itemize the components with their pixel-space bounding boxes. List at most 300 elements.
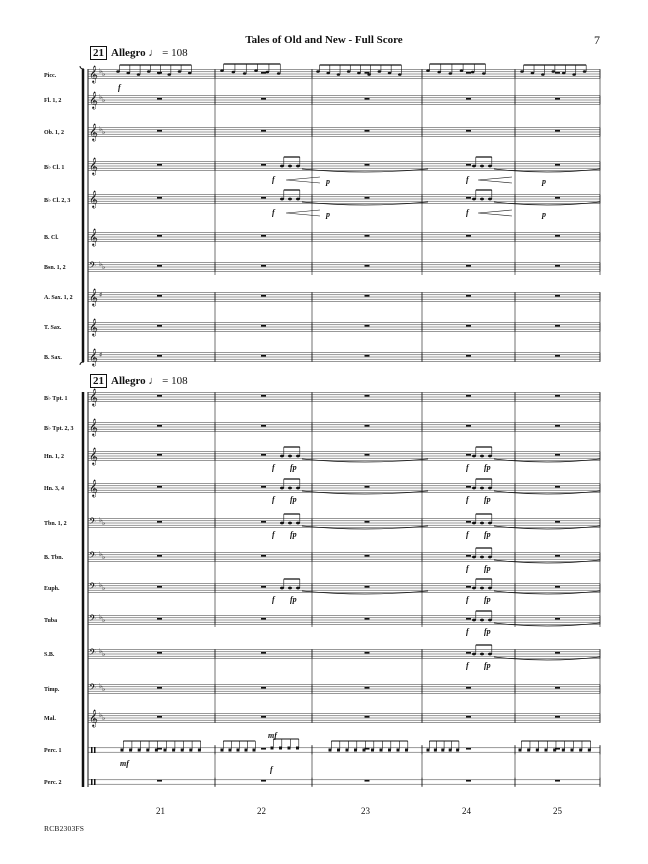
label-percussion-1: Perc. 1 xyxy=(44,748,62,754)
whole-rest xyxy=(555,521,560,523)
piccolo-note xyxy=(277,72,281,75)
flat-icon: ♭ xyxy=(99,613,103,621)
dynamic-marking: fp xyxy=(484,661,491,670)
piccolo-note xyxy=(157,72,161,75)
flat-icon: ♭ xyxy=(102,714,106,722)
percussion-clef xyxy=(91,779,93,785)
piccolo-note xyxy=(243,72,247,75)
whole-rest xyxy=(157,295,162,297)
label-clarinet-1: B♭ Cl. 1 xyxy=(44,165,65,171)
treble-clef-icon: 𝄞 xyxy=(89,348,98,366)
whole-rest xyxy=(466,235,471,237)
whole-rest xyxy=(466,130,471,132)
bass-clef-icon: 𝄢 xyxy=(89,647,97,660)
whole-rest xyxy=(365,555,370,557)
dynamic-marking: fp xyxy=(484,463,491,472)
page-number: 7 xyxy=(594,33,600,47)
whole-rest xyxy=(261,425,266,427)
brass-hit xyxy=(472,522,476,525)
whole-rest xyxy=(555,325,560,327)
whole-rest xyxy=(365,98,370,100)
label-bass-clarinet: B. Cl. xyxy=(44,235,59,241)
decrescendo-hairpin xyxy=(478,177,512,183)
dynamic-marking: fp xyxy=(484,530,491,539)
brass-hit xyxy=(480,653,484,656)
whole-rest xyxy=(466,265,471,267)
whole-rest xyxy=(261,72,266,74)
piccolo-note xyxy=(220,69,224,72)
percussion-clef xyxy=(94,747,96,753)
whole-rest xyxy=(157,555,162,557)
whole-rest xyxy=(157,130,162,132)
whole-rest xyxy=(365,130,370,132)
clarinet-hit xyxy=(280,198,284,201)
whole-rest xyxy=(365,235,370,237)
brass-hit xyxy=(288,587,292,590)
dynamic-marking: fp xyxy=(484,627,491,636)
brass-hit xyxy=(280,522,284,525)
dynamic-marking: fp xyxy=(290,530,297,539)
dynamic-marking: p xyxy=(326,177,330,186)
brass-hit xyxy=(280,587,284,590)
label-tuba: Tuba xyxy=(44,618,58,624)
whole-rest xyxy=(261,130,266,132)
label-horn-34: Hn. 3, 4 xyxy=(44,486,65,492)
whole-rest xyxy=(555,395,560,397)
piccolo-note xyxy=(449,72,453,75)
dynamic-marking: p xyxy=(326,210,330,219)
whole-rest xyxy=(157,425,162,427)
whole-rest xyxy=(261,235,266,237)
whole-rest xyxy=(466,98,471,100)
brass-hit xyxy=(472,619,476,622)
whole-rest xyxy=(555,98,560,100)
label-bassoon: Bsn. 1, 2 xyxy=(44,265,66,271)
whole-rest xyxy=(466,425,471,427)
dynamic-f-perc: f xyxy=(270,765,273,774)
piccolo-note xyxy=(541,73,545,76)
flat-icon: ♭ xyxy=(102,519,106,527)
bass-clef-icon: 𝄢 xyxy=(89,550,97,563)
treble-clef-icon: 𝄞 xyxy=(89,123,98,141)
brass-hit xyxy=(480,587,484,590)
dynamic-marking: f xyxy=(272,463,275,472)
whole-rest xyxy=(157,98,162,100)
whole-rest xyxy=(261,295,266,297)
label-trombone: Tbn. 1, 2 xyxy=(44,521,67,527)
whole-rest xyxy=(466,618,471,620)
whole-rest xyxy=(261,555,266,557)
clarinet-hit xyxy=(280,165,284,168)
whole-rest xyxy=(261,652,266,654)
whole-rest xyxy=(157,687,162,689)
clarinet-hit xyxy=(288,198,292,201)
whole-rest xyxy=(466,687,471,689)
piccolo-note xyxy=(116,70,120,73)
piccolo-note xyxy=(562,72,566,75)
whole-rest xyxy=(555,652,560,654)
whole-rest xyxy=(466,164,471,166)
whole-rest xyxy=(157,164,162,166)
piccolo-note xyxy=(137,73,141,76)
whole-rest xyxy=(365,486,370,488)
brass-hit xyxy=(472,487,476,490)
dynamic-marking: fp xyxy=(290,595,297,604)
whole-rest xyxy=(157,454,162,456)
whole-rest xyxy=(365,780,370,782)
whole-rest xyxy=(157,325,162,327)
piccolo-note xyxy=(147,70,151,73)
label-trumpet-1: B♭ Tpt. 1 xyxy=(44,396,68,402)
treble-clef-icon: 𝄞 xyxy=(89,157,98,175)
whole-rest xyxy=(157,197,162,199)
piccolo-note xyxy=(357,72,361,75)
treble-clef-icon: 𝄞 xyxy=(89,228,98,246)
whole-rest xyxy=(365,395,370,397)
clarinet-hit xyxy=(296,198,300,201)
sharp-icon: ♯ xyxy=(99,291,103,299)
whole-rest xyxy=(261,325,266,327)
label-bass-trombone: B. Tbn. xyxy=(44,555,64,561)
piccolo-note xyxy=(471,71,475,74)
measure-number-24: 24 xyxy=(462,806,471,816)
piccolo-note xyxy=(520,70,524,73)
flat-icon: ♭ xyxy=(99,516,103,524)
whole-rest xyxy=(466,454,471,456)
whole-rest xyxy=(261,780,266,782)
piccolo-note xyxy=(482,72,486,75)
brass-hit xyxy=(296,487,300,490)
piccolo-note xyxy=(398,73,402,76)
whole-rest xyxy=(157,355,162,357)
dynamic-marking: f xyxy=(272,495,275,504)
clarinet-hit xyxy=(488,198,492,201)
piccolo-note xyxy=(531,72,535,75)
whole-rest xyxy=(365,454,370,456)
label-clarinet-23: B♭ Cl. 2, 3 xyxy=(44,198,71,204)
clarinet-hit xyxy=(288,165,292,168)
whole-rest xyxy=(466,521,471,523)
whole-rest xyxy=(365,325,370,327)
whole-rest xyxy=(261,687,266,689)
whole-rest xyxy=(555,164,560,166)
treble-clef-icon: 𝄞 xyxy=(89,479,98,497)
whole-rest xyxy=(466,197,471,199)
whole-rest xyxy=(157,586,162,588)
piccolo-note xyxy=(551,70,555,73)
flat-icon: ♭ xyxy=(102,685,106,693)
sharp-icon: ♯ xyxy=(99,351,103,359)
brass-hit xyxy=(480,556,484,559)
piccolo-note xyxy=(178,70,182,73)
whole-rest xyxy=(555,555,560,557)
flat-icon: ♭ xyxy=(99,682,103,690)
label-bari-sax: B. Sax. xyxy=(44,355,62,361)
whole-rest xyxy=(555,425,560,427)
brass-hit xyxy=(288,487,292,490)
whole-rest xyxy=(555,197,560,199)
dynamic-marking: fp xyxy=(484,495,491,504)
whole-rest xyxy=(466,555,471,557)
flat-icon: ♭ xyxy=(102,70,106,78)
dynamic-marking: f xyxy=(466,627,469,636)
whole-rest xyxy=(555,486,560,488)
piccolo-note xyxy=(572,73,576,76)
piccolo-note xyxy=(337,73,341,76)
piccolo-note xyxy=(437,71,441,74)
brass-hit xyxy=(288,455,292,458)
brass-hit xyxy=(480,455,484,458)
piccolo-note xyxy=(167,73,171,76)
clarinet-hit xyxy=(472,198,476,201)
flat-icon: ♭ xyxy=(99,647,103,655)
flat-icon: ♭ xyxy=(102,96,106,104)
whole-rest xyxy=(261,486,266,488)
label-tenor-sax: T. Sax. xyxy=(44,325,62,331)
brass-hit xyxy=(488,556,492,559)
dynamic-marking: fp xyxy=(484,595,491,604)
flat-icon: ♭ xyxy=(102,128,106,136)
flat-icon: ♭ xyxy=(99,125,103,133)
whole-rest xyxy=(157,780,162,782)
brass-hit xyxy=(488,487,492,490)
dynamic-marking: f xyxy=(272,595,275,604)
bass-clef-icon: 𝄢 xyxy=(89,516,97,529)
whole-rest xyxy=(261,618,266,620)
flat-icon: ♭ xyxy=(102,584,106,592)
whole-rest xyxy=(466,295,471,297)
catalog-number: RCB2303FS xyxy=(44,824,85,833)
dynamic-marking: f xyxy=(466,208,469,217)
brass-hit xyxy=(488,619,492,622)
label-timpani: Timp. xyxy=(44,687,60,693)
whole-rest xyxy=(466,780,471,782)
clarinet-hit xyxy=(480,165,484,168)
piccolo-note xyxy=(460,69,464,72)
whole-rest xyxy=(365,164,370,166)
whole-rest xyxy=(555,716,560,718)
whole-rest xyxy=(261,164,266,166)
whole-rest xyxy=(157,716,162,718)
score-title: Tales of Old and New - Full Score xyxy=(245,34,403,46)
label-piccolo: Picc. xyxy=(44,73,57,79)
whole-rest xyxy=(365,521,370,523)
brass-hit xyxy=(480,522,484,525)
piccolo-note xyxy=(388,72,392,75)
piccolo-note xyxy=(326,72,330,75)
whole-rest xyxy=(555,780,560,782)
label-horn-12: Hn. 1, 2 xyxy=(44,454,65,460)
brass-hit xyxy=(472,556,476,559)
whole-rest xyxy=(365,618,370,620)
label-percussion-2: Perc. 2 xyxy=(44,780,62,786)
whole-rest xyxy=(365,197,370,199)
clarinet-hit xyxy=(296,165,300,168)
brass-hit xyxy=(280,487,284,490)
whole-rest xyxy=(157,618,162,620)
treble-clef-icon: 𝄞 xyxy=(89,447,98,465)
piccolo-note xyxy=(316,70,320,73)
piccolo-note xyxy=(378,70,382,73)
dynamic-marking: fp xyxy=(290,495,297,504)
dynamic-marking: f xyxy=(466,564,469,573)
whole-rest xyxy=(261,265,266,267)
dynamic-marking: p xyxy=(542,177,546,186)
whole-rest xyxy=(555,265,560,267)
piccolo-note xyxy=(126,72,130,75)
whole-rest xyxy=(466,586,471,588)
whole-rest xyxy=(365,652,370,654)
brass-hit xyxy=(472,587,476,590)
whole-rest xyxy=(261,521,266,523)
piccolo-note xyxy=(254,69,258,72)
measure-number-22: 22 xyxy=(257,806,266,816)
brass-hit xyxy=(472,653,476,656)
brass-hit xyxy=(288,522,292,525)
dynamic-f-piccolo: f xyxy=(118,83,121,92)
dynamic-marking: fp xyxy=(484,564,491,573)
clarinet-hit xyxy=(472,165,476,168)
dynamic-marking: f xyxy=(466,463,469,472)
dynamic-marking: f xyxy=(272,208,275,217)
whole-rest xyxy=(555,235,560,237)
flat-icon: ♭ xyxy=(99,260,103,268)
piccolo-note xyxy=(232,71,236,74)
piccolo-note xyxy=(188,72,192,75)
clarinet-hit xyxy=(488,165,492,168)
brass-hit xyxy=(296,587,300,590)
whole-rest xyxy=(466,486,471,488)
label-euphonium: Euph. xyxy=(44,586,60,592)
whole-rest xyxy=(466,716,471,718)
whole-rest xyxy=(466,652,471,654)
rehearsal-mark-top: 21 Allegro ♩ = 108 xyxy=(90,46,188,60)
dynamic-marking: f xyxy=(466,661,469,670)
brass-hit xyxy=(488,522,492,525)
dynamic-marking: f xyxy=(466,530,469,539)
label-oboe: Ob. 1, 2 xyxy=(44,130,65,136)
whole-rest xyxy=(157,265,162,267)
whole-rest xyxy=(555,355,560,357)
dynamic-mf-perc: mf xyxy=(120,759,129,768)
whole-rest xyxy=(157,652,162,654)
percussion-clef xyxy=(94,779,96,785)
whole-rest xyxy=(555,586,560,588)
decrescendo-hairpin xyxy=(478,210,512,216)
whole-rest xyxy=(555,72,560,74)
whole-rest xyxy=(365,265,370,267)
brass-hit xyxy=(488,455,492,458)
label-mallets: Mal. xyxy=(44,716,56,722)
whole-rest xyxy=(261,355,266,357)
flat-icon: ♭ xyxy=(99,550,103,558)
whole-rest xyxy=(555,618,560,620)
whole-rest xyxy=(466,325,471,327)
piccolo-note xyxy=(266,71,270,74)
brass-hit xyxy=(280,455,284,458)
treble-clef-icon: 𝄞 xyxy=(89,65,98,83)
brass-hit xyxy=(296,455,300,458)
whole-rest xyxy=(365,586,370,588)
whole-rest xyxy=(261,395,266,397)
whole-rest xyxy=(466,748,471,750)
dynamic-marking: f xyxy=(466,495,469,504)
bass-clef-icon: 𝄢 xyxy=(89,260,97,273)
treble-clef-icon: 𝄞 xyxy=(89,190,98,208)
flat-icon: ♭ xyxy=(99,581,103,589)
metronome-mark: ♩ = 108 xyxy=(148,375,188,387)
whole-rest xyxy=(261,98,266,100)
piccolo-note xyxy=(347,70,351,73)
brass-hit xyxy=(488,587,492,590)
treble-clef-icon: 𝄞 xyxy=(89,91,98,109)
brass-hit xyxy=(480,487,484,490)
flat-icon: ♭ xyxy=(102,553,106,561)
treble-clef-icon: 𝄞 xyxy=(89,709,98,727)
flat-icon: ♭ xyxy=(99,67,103,75)
whole-rest xyxy=(365,687,370,689)
piccolo-note xyxy=(367,73,371,76)
dynamic-marking: p xyxy=(542,210,546,219)
percussion-clef xyxy=(91,747,93,753)
whole-rest xyxy=(365,425,370,427)
measure-number-21: 21 xyxy=(156,806,165,816)
whole-rest xyxy=(261,586,266,588)
whole-rest xyxy=(555,295,560,297)
treble-clef-icon: 𝄞 xyxy=(89,388,98,406)
metronome-mark: ♩ = 108 xyxy=(148,47,188,59)
clarinet-hit xyxy=(480,198,484,201)
flat-icon: ♭ xyxy=(102,616,106,624)
whole-rest xyxy=(157,235,162,237)
piccolo-note xyxy=(583,70,587,73)
whole-rest xyxy=(365,355,370,357)
treble-clef-icon: 𝄞 xyxy=(89,318,98,336)
whole-rest xyxy=(555,687,560,689)
treble-clef-icon: 𝄞 xyxy=(89,288,98,306)
whole-rest xyxy=(261,454,266,456)
whole-rest xyxy=(466,395,471,397)
label-flute: Fl. 1, 2 xyxy=(44,98,62,104)
flat-icon: ♭ xyxy=(102,263,106,271)
brass-hit xyxy=(472,455,476,458)
whole-rest xyxy=(157,486,162,488)
treble-clef-icon: 𝄞 xyxy=(89,418,98,436)
measure-number-23: 23 xyxy=(361,806,370,816)
whole-rest xyxy=(157,395,162,397)
whole-rest xyxy=(466,72,471,74)
bass-clef-icon: 𝄢 xyxy=(89,613,97,626)
decrescendo-hairpin xyxy=(286,210,320,216)
dynamic-marking: f xyxy=(466,595,469,604)
flat-icon: ♭ xyxy=(99,93,103,101)
decrescendo-hairpin xyxy=(286,177,320,183)
whole-rest xyxy=(261,197,266,199)
whole-rest xyxy=(365,716,370,718)
whole-rest xyxy=(555,130,560,132)
brass-hit xyxy=(296,522,300,525)
dynamic-marking: f xyxy=(272,175,275,184)
dynamic-marking: fp xyxy=(290,463,297,472)
whole-rest xyxy=(261,748,266,750)
bass-clef-icon: 𝄢 xyxy=(89,682,97,695)
label-alto-sax: A. Sax. 1, 2 xyxy=(44,295,73,301)
whole-rest xyxy=(157,521,162,523)
label-string-bass: S.B. xyxy=(44,652,55,658)
bass-clef-icon: 𝄢 xyxy=(89,581,97,594)
dynamic-marking: f xyxy=(466,175,469,184)
dynamic-marking: f xyxy=(272,530,275,539)
